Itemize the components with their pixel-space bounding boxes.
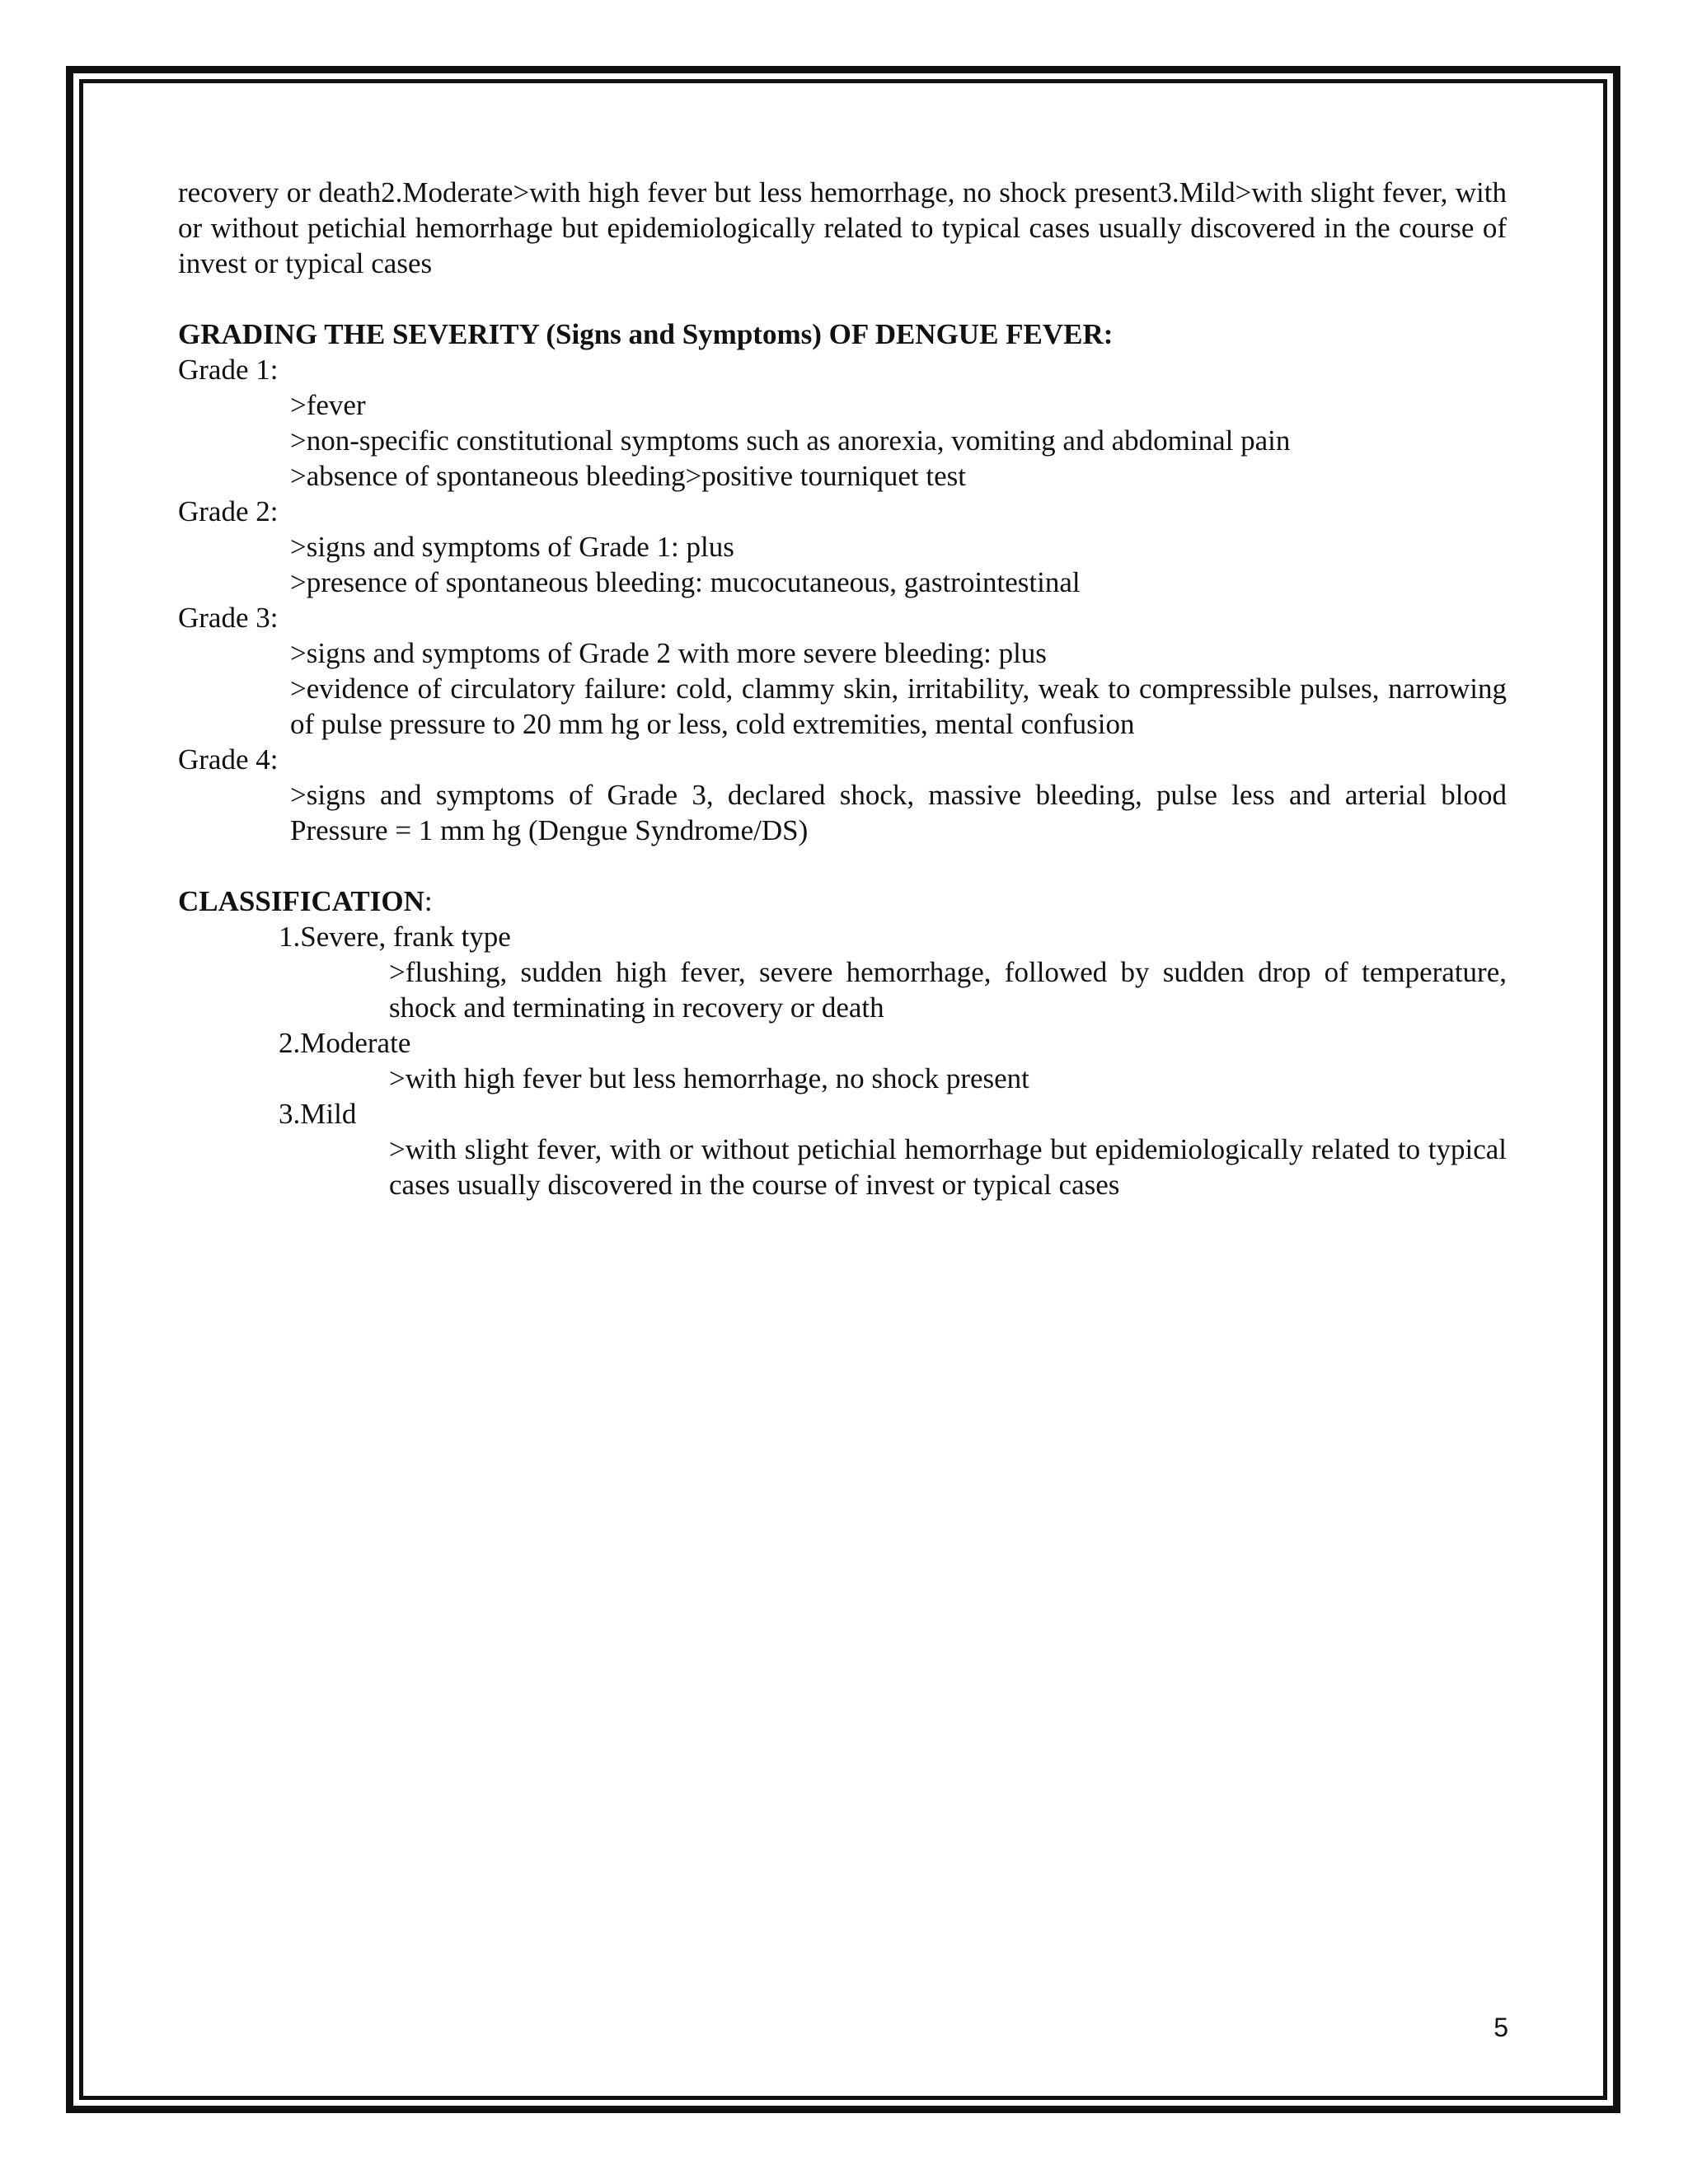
classification-type-label: 2.Moderate bbox=[279, 1027, 411, 1059]
section-gap bbox=[178, 848, 1507, 883]
grade-label: Grade 4: bbox=[178, 743, 279, 776]
grading-heading: GRADING THE SEVERITY (Signs and Symptoms) OF DENGUE FEVER: bbox=[178, 318, 1114, 350]
grade-item: >signs and symptoms of Grade 2 with more severe bleeding: plus bbox=[290, 637, 1047, 669]
grade-item: >absence of spontaneous bleeding>positive tourniquet test bbox=[290, 460, 966, 492]
intro-paragraph: recovery or death2.Moderate>with high fever but less hemorrhage, no shock present3.Mild>with slight fever, with or without petichial hemorrhage but epidemiologically related to typical cases usually discovered in the course of invest or typical cases bbox=[178, 176, 1507, 279]
grade-item: >non-specific constitutional symptoms such as anorexia, vomiting and abdominal pain bbox=[290, 424, 1291, 457]
page-number: 5 bbox=[1493, 2013, 1508, 2042]
page-content bbox=[178, 175, 1507, 1202]
section-gap bbox=[178, 281, 1507, 316]
classification-type-label: 3.Mild bbox=[279, 1098, 357, 1130]
grade-label: Grade 2: bbox=[178, 495, 279, 527]
grading-section bbox=[178, 316, 1507, 848]
grade-item: >fever bbox=[290, 389, 366, 421]
classification-heading: CLASSIFICATION bbox=[178, 885, 424, 917]
grade-item: >evidence of circulatory failure: cold, clammy skin, irritability, weak to compressible pulses, narrowing of pulse pressure to 20 mm hg or less, cold extremities, mental confusion bbox=[290, 673, 1507, 740]
grade-item: >signs and symptoms of Grade 3, declared shock, massive bleeding, pulse less and arterial blood Pressure = 1 mm hg (Dengue Syndrome/DS) bbox=[290, 779, 1507, 846]
classification-type-description: >with slight fever, with or without petichial hemorrhage but epidemiologically related to typical cases usually discovered in the course of invest or typical cases bbox=[389, 1133, 1507, 1201]
classification-type-description: >with high fever but less hemorrhage, no shock present bbox=[389, 1062, 1029, 1094]
grade-item: >presence of spontaneous bleeding: mucocutaneous, gastrointestinal bbox=[290, 566, 1081, 598]
grade-item: >signs and symptoms of Grade 1: plus bbox=[290, 531, 734, 563]
classification-type-description: >flushing, sudden high fever, severe hemorrhage, followed by sudden drop of temperature, shock and terminating in recovery or death bbox=[389, 956, 1507, 1024]
classification-heading-colon: : bbox=[424, 885, 433, 917]
grade-label: Grade 1: bbox=[178, 354, 279, 386]
classification-section bbox=[178, 883, 1507, 1202]
classification-type-label: 1.Severe, frank type bbox=[279, 921, 511, 953]
grade-label: Grade 3: bbox=[178, 602, 279, 634]
classification-heading-line bbox=[178, 883, 1507, 919]
